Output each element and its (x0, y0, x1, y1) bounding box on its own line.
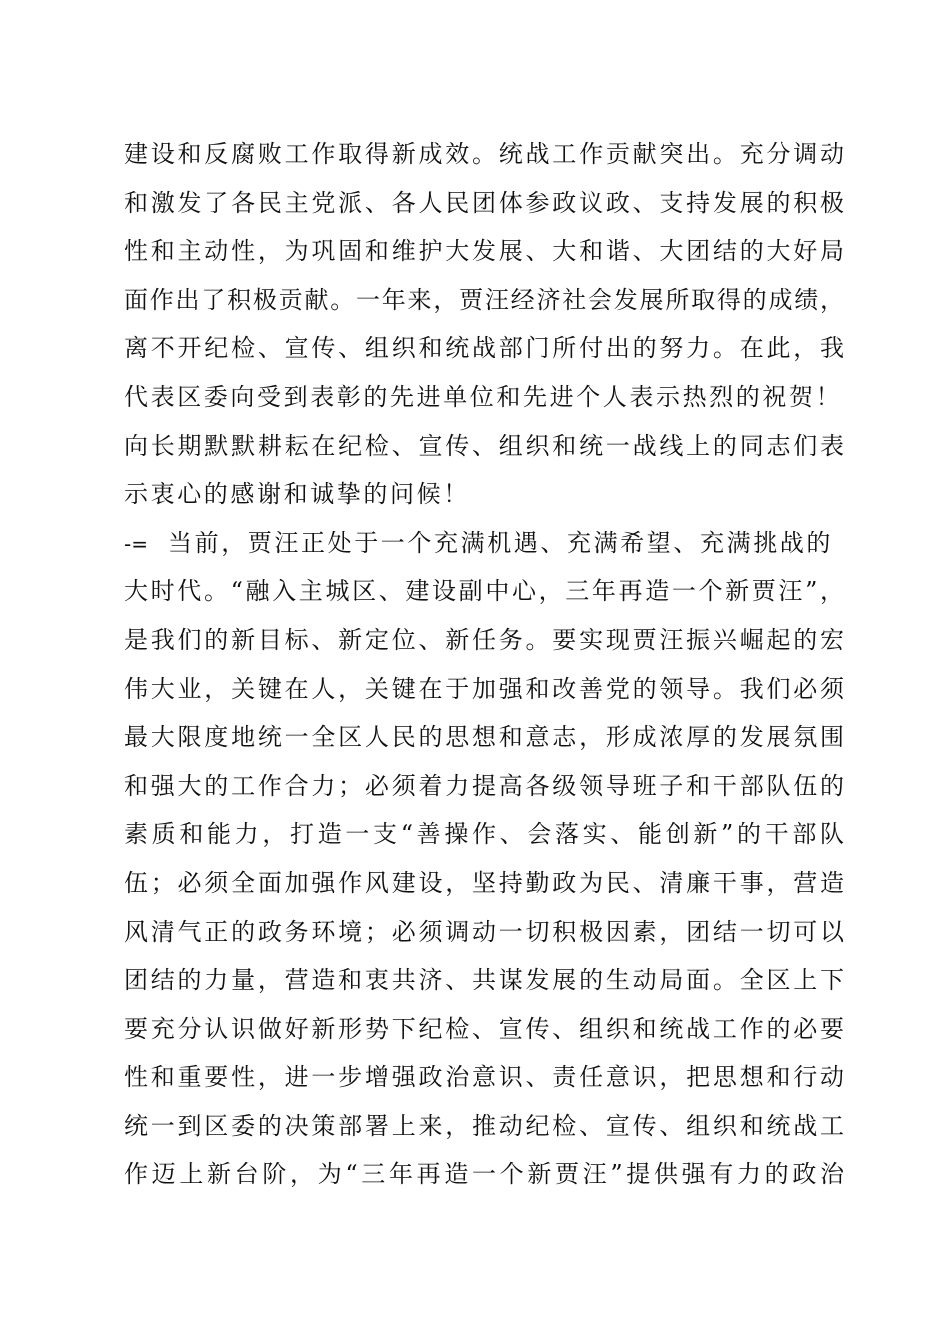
section-marker: -= (124, 531, 148, 556)
text-line-with-marker (124, 519, 844, 568)
text-line: 是我们的新目标、新定位、新任务。要实现贾汪振兴崛起的宏 (124, 625, 844, 654)
text-line: 团结的力量，营造和衷共济、共谋发展的生动局面。全区上下 (124, 966, 844, 995)
text-line: 离不开纪检、宣传、组织和统战部门所付出的努力。在此，我 (124, 334, 844, 363)
text-line: 面作出了积极贡献。一年来，贾汪经济社会发展所取得的成绩， (124, 285, 844, 314)
text-line: 要充分认识做好新形势下纪检、宣传、组织和统战工作的必要 (124, 1014, 844, 1043)
text-line: 示衷心的感谢和诚挚的问候！ (124, 480, 470, 509)
text-line: 伟大业，关键在人，关键在于加强和改善党的领导。我们必须 (124, 674, 844, 703)
text-line: 伍；必须全面加强作风建设，坚持勤政为民、清廉干事，营造 (124, 868, 844, 897)
text-line: 素质和能力，打造一支“善操作、会落实、能创新”的干部队 (124, 820, 844, 849)
text-line: 性和主动性，为巩固和维护大发展、大和谐、大团结的大好局 (124, 237, 844, 266)
text-line-content: 当前，贾汪正处于一个充满机遇、充满希望、充满挑战的 (168, 528, 833, 557)
text-line: 大时代。“融入主城区、建设副中心，三年再造一个新贾汪”， (124, 577, 844, 606)
text-line: 和激发了各民主党派、各人民团体参政议政、支持发展的积极 (124, 188, 844, 217)
text-line: 统一到区委的决策部署上来，推动纪检、宣传、组织和统战工 (124, 1111, 844, 1140)
text-line: 风清气正的政务环境；必须调动一切积极因素，团结一切可以 (124, 917, 844, 946)
text-line: 作迈上新台阶，为“三年再造一个新贾汪”提供强有力的政治 (124, 1160, 844, 1189)
text-line: 向长期默默耕耘在纪检、宣传、组织和统一战线上的同志们表 (124, 431, 844, 460)
text-line: 和强大的工作合力；必须着力提高各级领导班子和干部队伍的 (124, 771, 844, 800)
text-line: 代表区委向受到表彰的先进单位和先进个人表示热烈的祝贺！ (124, 382, 843, 411)
text-line: 最大限度地统一全区人民的思想和意志，形成浓厚的发展氛围 (124, 723, 844, 752)
body-text (124, 130, 844, 1199)
text-line: 建设和反腐败工作取得新成效。统战工作贡献突出。充分调动 (124, 140, 844, 168)
text-line: 性和重要性，进一步增强政治意识、责任意识，把思想和行动 (124, 1063, 844, 1092)
